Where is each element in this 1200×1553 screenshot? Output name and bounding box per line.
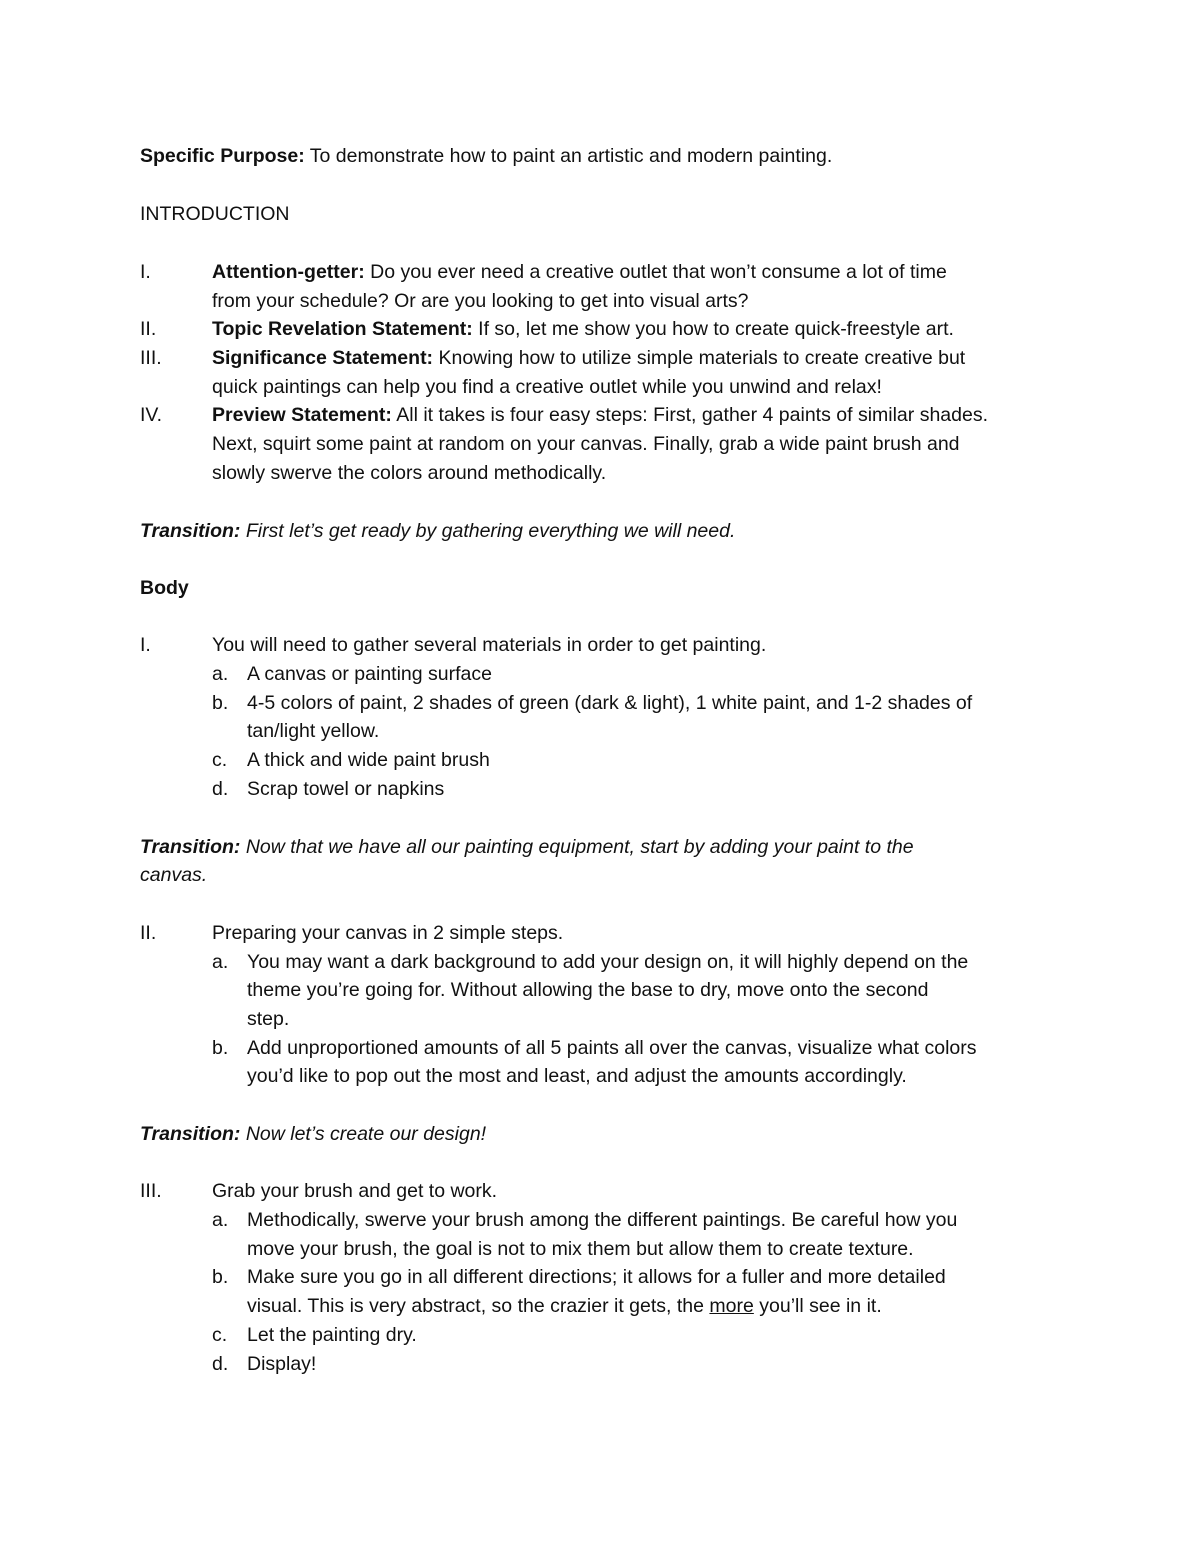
- preview-label: Preview Statement:: [212, 404, 392, 426]
- s1-letter-c: c.: [212, 749, 228, 771]
- introduction-heading: INTRODUCTION: [140, 203, 290, 225]
- intro-numeral-3: III.: [140, 347, 162, 369]
- s1-letter-b: b.: [212, 692, 229, 714]
- topic-revelation-text: If so, let me show you how to create quick-freestyle art.: [472, 318, 954, 340]
- s3-item-a-line2: move your brush, the goal is not to mix them but allow them to create texture.: [247, 1238, 914, 1260]
- attention-getter-label: Attention-getter:: [212, 261, 365, 283]
- intro-item-4-line3: slowly swerve the colors around methodically.: [212, 462, 607, 484]
- intro-item-1-line2: from your schedule? Or are you looking to get into visual arts?: [212, 290, 749, 312]
- transition-3-text: Now let’s create our design!: [240, 1123, 487, 1145]
- intro-item-3-line1: [212, 344, 965, 373]
- s1-item-b-line2: tan/light yellow.: [247, 720, 380, 742]
- s3-item-c: Let the painting dry.: [247, 1324, 417, 1346]
- s3-letter-a: a.: [212, 1209, 229, 1231]
- intro-numeral-2: II.: [140, 318, 157, 340]
- s3-item-b-underlined-word: more: [709, 1295, 754, 1317]
- s2-item-a-line2: theme you’re going for. Without allowing the base to dry, move onto the second: [247, 979, 929, 1001]
- transition-1-label: Transition:: [140, 520, 241, 542]
- s2-letter-a: a.: [212, 951, 229, 973]
- transition-3: [140, 1120, 486, 1149]
- s1-letter-a: a.: [212, 663, 229, 685]
- body-numeral-1: I.: [140, 634, 151, 656]
- transition-1: [140, 517, 735, 546]
- s3-letter-d: d.: [212, 1353, 229, 1375]
- s3-item-b-line2-post: you’ll see in it.: [753, 1295, 882, 1317]
- intro-item-4-line1: [212, 401, 988, 430]
- intro-item-3-line2: quick paintings can help you find a creative outlet while you unwind and relax!: [212, 376, 882, 398]
- transition-2-line1: [140, 833, 914, 862]
- transition-1-text: First let’s get ready by gathering everything we will need.: [240, 520, 736, 542]
- intro-item-4-line2: Next, squirt some paint at random on your canvas. Finally, grab a wide paint brush and: [212, 433, 960, 455]
- s1-item-d: Scrap towel or napkins: [247, 778, 445, 800]
- significance-label: Significance Statement:: [212, 347, 434, 369]
- topic-revelation-label: Topic Revelation Statement:: [212, 318, 473, 340]
- transition-2-text: Now that we have all our painting equipment, start by adding your paint to the: [240, 836, 914, 858]
- intro-item-2-line1: [212, 315, 954, 344]
- s2-item-a-line1: You may want a dark background to add your design on, it will highly depend on the: [247, 951, 969, 973]
- s2-item-a-line3: step.: [247, 1008, 290, 1030]
- s3-item-b-line2: [247, 1292, 882, 1321]
- body-section-3-text: Grab your brush and get to work.: [212, 1180, 498, 1202]
- specific-purpose-text: To demonstrate how to paint an artistic and modern painting.: [304, 145, 833, 167]
- preview-text: All it takes is four easy steps: First, gather 4 paints of similar shades.: [391, 404, 988, 426]
- s3-item-d: Display!: [247, 1353, 317, 1375]
- body-heading: Body: [140, 577, 189, 599]
- s3-item-b-line1: Make sure you go in all different directions; it allows for a fuller and more detailed: [247, 1266, 946, 1288]
- s2-item-b-line2: you’d like to pop out the most and least, and adjust the amounts accordingly.: [247, 1065, 907, 1087]
- s1-item-a: A canvas or painting surface: [247, 663, 492, 685]
- s3-letter-c: c.: [212, 1324, 228, 1346]
- body-numeral-3: III.: [140, 1180, 162, 1202]
- body-section-1-text: You will need to gather several materials in order to get painting.: [212, 634, 767, 656]
- body-numeral-2: II.: [140, 922, 157, 944]
- transition-2-line2: canvas.: [140, 864, 208, 886]
- intro-numeral-1: I.: [140, 261, 151, 283]
- s1-item-c: A thick and wide paint brush: [247, 749, 490, 771]
- transition-2-label: Transition:: [140, 836, 241, 858]
- s2-letter-b: b.: [212, 1037, 229, 1059]
- s1-letter-d: d.: [212, 778, 229, 800]
- s2-item-b-line1: Add unproportioned amounts of all 5 paints all over the canvas, visualize what colors: [247, 1037, 977, 1059]
- specific-purpose: [140, 142, 832, 171]
- significance-text: Knowing how to utilize simple materials to create creative but: [433, 347, 966, 369]
- intro-item-1-line1: [212, 258, 947, 287]
- s3-item-a-line1: Methodically, swerve your brush among the different paintings. Be careful how you: [247, 1209, 958, 1231]
- attention-getter-text: Do you ever need a creative outlet that won’t consume a lot of time: [364, 261, 947, 283]
- intro-numeral-4: IV.: [140, 404, 163, 426]
- s3-item-b-line2-pre: visual. This is very abstract, so the crazier it gets, the: [247, 1295, 710, 1317]
- body-section-2-text: Preparing your canvas in 2 simple steps.: [212, 922, 564, 944]
- specific-purpose-label: Specific Purpose:: [140, 145, 305, 167]
- s1-item-b-line1: 4-5 colors of paint, 2 shades of green (dark & light), 1 white paint, and 1-2 shades of: [247, 692, 973, 714]
- s3-letter-b: b.: [212, 1266, 229, 1288]
- transition-3-label: Transition:: [140, 1123, 241, 1145]
